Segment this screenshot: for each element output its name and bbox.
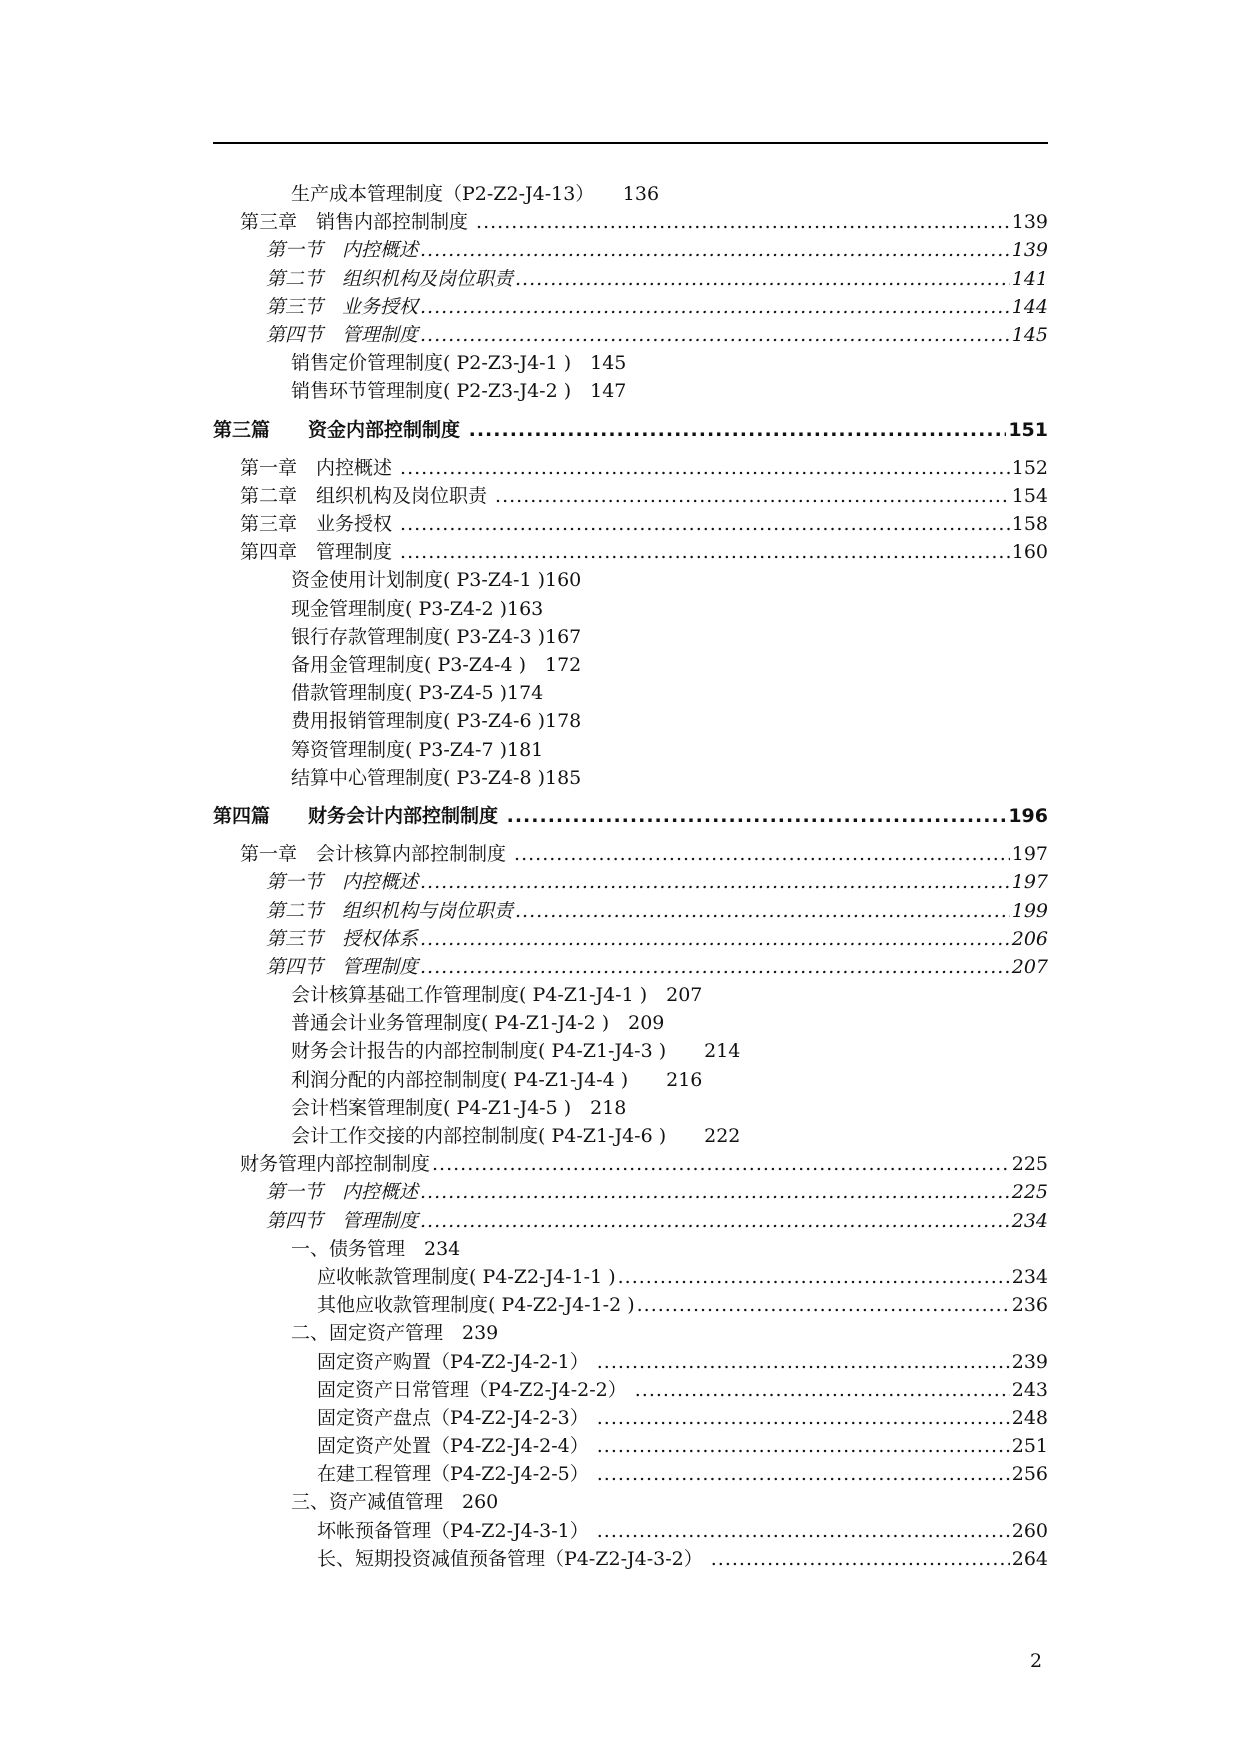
toc-entry-label: 会计档案管理制度( P4-Z1-J4-5 ) 218: [291, 1096, 627, 1119]
toc-entry-label: 第三章 销售内部控制制度: [240, 211, 475, 234]
toc-entry[interactable]: [213, 897, 1048, 925]
toc-entry-page: 151: [1008, 418, 1048, 441]
toc-entry[interactable]: [213, 180, 1048, 208]
toc-entry[interactable]: [213, 1460, 1048, 1488]
toc-leader-dots: [400, 510, 1010, 538]
toc-entry[interactable]: [213, 1207, 1048, 1235]
toc-entry[interactable]: [213, 1122, 1048, 1150]
toc-entry-label: 第二章 组织机构及岗位职责: [240, 484, 494, 507]
toc-part-entry[interactable]: [213, 416, 1048, 444]
toc-entry-label: 第三节 业务授权: [266, 295, 419, 318]
toc-entry-label: 银行存款管理制度( P3-Z4-3 )167: [291, 625, 582, 648]
toc-entry-page: 144: [1011, 295, 1048, 318]
toc-entry-label: 固定资产处置（P4-Z2-J4-2-4）: [317, 1435, 595, 1458]
toc-entry-page: 152: [1011, 456, 1048, 479]
toc-entry-label: 会计工作交接的内部控制制度( P4-Z1-J4-6 ) 222: [291, 1125, 741, 1147]
toc-entry[interactable]: [213, 1432, 1048, 1460]
toc-entry[interactable]: [213, 1009, 1048, 1037]
toc-entry-page: 139: [1011, 211, 1048, 234]
toc-entry[interactable]: [213, 1517, 1048, 1545]
toc-leader-dots: [597, 1348, 1010, 1376]
toc-entry-label: 在建工程管理（P4-Z2-J4-2-5）: [317, 1463, 595, 1486]
toc-leader-dots: [420, 293, 1010, 321]
toc-entry-page: 154: [1011, 484, 1048, 507]
toc-entry-label: 借款管理制度( P3-Z4-5 )174: [291, 682, 544, 705]
toc-entry-page: 234: [1011, 1265, 1048, 1288]
toc-entry-page: 196: [1008, 804, 1048, 827]
toc-entry-label: 第一章 内控概述: [240, 456, 399, 479]
toc-leader-dots: [597, 1432, 1010, 1460]
toc-entry-page: 264: [1011, 1547, 1048, 1570]
toc-entry[interactable]: [213, 321, 1048, 349]
toc-entry[interactable]: [213, 953, 1048, 981]
toc-leader-dots: [420, 953, 1010, 981]
toc-entry-label: 第四篇 财务会计内部控制制度: [213, 804, 505, 827]
toc-entry-page: 197: [1011, 871, 1048, 894]
toc-entry-label: 财务管理内部控制制度: [240, 1153, 431, 1176]
toc-entry-label: 固定资产日常管理（P4-Z2-J4-2-2）: [317, 1378, 633, 1401]
toc-entry[interactable]: [213, 925, 1048, 953]
toc-entry-page: 243: [1011, 1378, 1048, 1401]
toc-entry-label: 销售定价管理制度( P2-Z3-J4-1 ) 145: [291, 352, 627, 375]
toc-entry-label: 第四节 管理制度: [266, 1209, 419, 1232]
toc-leader-dots: [514, 840, 1010, 868]
toc-entry-label: 第三节 授权体系: [266, 927, 419, 950]
toc-leader-dots: [420, 321, 1010, 349]
toc-entry[interactable]: [213, 265, 1048, 293]
toc-leader-dots: [597, 1404, 1010, 1432]
table-of-contents: [213, 180, 1048, 1573]
toc-entry-label: 普通会计业务管理制度( P4-Z1-J4-2 ) 209: [291, 1012, 665, 1035]
toc-entry-label: 二、固定资产管理 239: [291, 1322, 499, 1345]
toc-entry-page: 239: [1011, 1350, 1048, 1373]
toc-leader-dots: [476, 208, 1010, 236]
toc-entry[interactable]: [213, 736, 1048, 764]
toc-entry[interactable]: [213, 707, 1048, 735]
toc-entry-page: 160: [1011, 541, 1048, 564]
toc-entry-label: 一、债务管理 234: [291, 1237, 461, 1260]
toc-leader-dots: [400, 538, 1010, 566]
toc-entry-label: 财务会计报告的内部控制制度( P4-Z1-J4-3 ) 214: [291, 1040, 741, 1063]
toc-entry-label: 利润分配的内部控制制度( P4-Z1-J4-4 ) 216: [291, 1068, 703, 1091]
toc-entry[interactable]: [213, 651, 1048, 679]
toc-leader-dots: [495, 482, 1010, 510]
toc-entry-label: 第一节 内控概述: [266, 239, 419, 262]
toc-entry[interactable]: [213, 1404, 1048, 1432]
toc-entry-label: 会计核算基础工作管理制度( P4-Z1-J4-1 ) 207: [291, 984, 703, 1007]
toc-entry-label: 第一节 内控概述: [266, 871, 419, 894]
toc-leader-dots: [420, 1178, 1010, 1206]
toc-entry-label: 第二节 组织机构及岗位职责: [266, 267, 514, 290]
toc-entry-page: 199: [1011, 899, 1048, 922]
toc-entry-page: 158: [1011, 513, 1048, 536]
toc-entry[interactable]: [213, 349, 1048, 377]
toc-leader-dots: [515, 897, 1010, 925]
toc-entry[interactable]: [213, 454, 1048, 482]
toc-leader-dots: [635, 1376, 1010, 1404]
toc-entry[interactable]: [213, 208, 1048, 236]
toc-leader-dots: [469, 416, 1007, 444]
toc-leader-dots: [711, 1545, 1010, 1573]
header-rule: [213, 142, 1048, 144]
toc-entry-label: 三、资产减值管理 260: [291, 1491, 499, 1514]
toc-entry[interactable]: [213, 1291, 1048, 1319]
toc-entry-page: 197: [1011, 843, 1048, 866]
toc-entry-page: 256: [1011, 1463, 1048, 1486]
toc-leader-dots: [597, 1460, 1010, 1488]
toc-entry-page: 206: [1011, 927, 1048, 950]
toc-entry[interactable]: [213, 1348, 1048, 1376]
toc-entry[interactable]: [213, 566, 1048, 594]
toc-leader-dots: [507, 802, 1007, 830]
toc-entry-label: 坏帐预备管理（P4-Z2-J4-3-1）: [317, 1519, 595, 1542]
toc-entry[interactable]: [213, 1488, 1048, 1516]
toc-entry-label: 第四节 管理制度: [266, 955, 419, 978]
toc-entry[interactable]: [213, 595, 1048, 623]
toc-entry-label: 第三篇 资金内部控制制度: [213, 418, 467, 441]
toc-entry-page: 236: [1011, 1294, 1048, 1317]
toc-entry-label: 第三章 业务授权: [240, 513, 399, 536]
toc-entry-page: 139: [1011, 239, 1048, 262]
toc-entry-label: 其他应收款管理制度( P4-Z2-J4-1-2 ): [317, 1294, 635, 1317]
toc-entry-label: 生产成本管理制度（P2-Z2-J4-13） 136: [291, 183, 660, 205]
toc-entry[interactable]: [213, 1545, 1048, 1573]
toc-entry-label: 第四章 管理制度: [240, 541, 399, 564]
toc-entry-page: 260: [1011, 1519, 1048, 1542]
toc-entry-page: 225: [1011, 1181, 1048, 1204]
toc-leader-dots: [618, 1263, 1010, 1291]
toc-leader-dots: [597, 1517, 1010, 1545]
toc-entry[interactable]: [213, 1319, 1048, 1347]
toc-entry-page: 225: [1011, 1153, 1048, 1176]
toc-leader-dots: [432, 1150, 1010, 1178]
toc-leader-dots: [400, 454, 1010, 482]
toc-entry[interactable]: [213, 377, 1048, 405]
toc-entry[interactable]: [213, 1094, 1048, 1122]
toc-entry-page: 207: [1011, 955, 1048, 978]
toc-entry[interactable]: [213, 981, 1048, 1009]
toc-entry-label: 第一节 内控概述: [266, 1181, 419, 1204]
toc-entry[interactable]: [213, 293, 1048, 321]
toc-leader-dots: [420, 868, 1010, 896]
toc-entry[interactable]: [213, 1235, 1048, 1263]
toc-entry-label: 固定资产购置（P4-Z2-J4-2-1）: [317, 1350, 595, 1373]
toc-part-entry[interactable]: [213, 802, 1048, 830]
toc-entry-label: 备用金管理制度( P3-Z4-4 ) 172: [291, 654, 582, 676]
toc-entry[interactable]: [213, 1150, 1048, 1178]
toc-entry[interactable]: [213, 1263, 1048, 1291]
toc-leader-dots: [637, 1291, 1010, 1319]
toc-entry[interactable]: [213, 538, 1048, 566]
toc-entry[interactable]: [213, 1066, 1048, 1094]
toc-entry-page: 234: [1011, 1209, 1048, 1232]
toc-entry[interactable]: [213, 623, 1048, 651]
toc-leader-dots: [515, 265, 1010, 293]
toc-entry-label: 结算中心管理制度( P3-Z4-8 )185: [291, 766, 582, 789]
toc-entry[interactable]: [213, 510, 1048, 538]
toc-entry-label: 销售环节管理制度( P2-Z3-J4-2 ) 147: [291, 380, 627, 403]
toc-entry-page: 141: [1011, 267, 1048, 290]
toc-entry-page: 251: [1011, 1435, 1048, 1458]
toc-entry-label: 筹资管理制度( P3-Z4-7 )181: [291, 738, 544, 761]
toc-entry[interactable]: [213, 1376, 1048, 1404]
toc-entry[interactable]: [213, 868, 1048, 896]
toc-leader-dots: [420, 925, 1010, 953]
toc-entry-label: 现金管理制度( P3-Z4-2 )163: [291, 597, 544, 620]
toc-entry[interactable]: [213, 679, 1048, 707]
toc-entry-label: 长、短期投资减值预备管理（P4-Z2-J4-3-2）: [317, 1547, 709, 1570]
toc-entry-label: 应收帐款管理制度( P4-Z2-J4-1-1 ): [317, 1265, 616, 1288]
toc-entry-page: 248: [1011, 1406, 1048, 1429]
toc-entry[interactable]: [213, 1037, 1048, 1065]
toc-entry-label: 固定资产盘点（P4-Z2-J4-2-3）: [317, 1406, 595, 1429]
toc-entry[interactable]: [213, 840, 1048, 868]
toc-entry-label: 第二节 组织机构与岗位职责: [266, 899, 514, 922]
toc-entry[interactable]: [213, 236, 1048, 264]
toc-entry-label: 第一章 会计核算内部控制制度: [240, 843, 513, 866]
toc-leader-dots: [420, 236, 1010, 264]
page-number: 2: [1030, 1650, 1043, 1672]
toc-leader-dots: [420, 1207, 1010, 1235]
toc-entry-label: 资金使用计划制度( P3-Z4-1 )160: [291, 569, 582, 592]
toc-entry-label: 第四节 管理制度: [266, 323, 419, 346]
toc-entry-page: 145: [1011, 323, 1048, 346]
toc-entry-label: 费用报销管理制度( P3-Z4-6 )178: [291, 710, 582, 733]
toc-entry[interactable]: [213, 1178, 1048, 1206]
toc-entry[interactable]: [213, 764, 1048, 792]
toc-entry[interactable]: [213, 482, 1048, 510]
